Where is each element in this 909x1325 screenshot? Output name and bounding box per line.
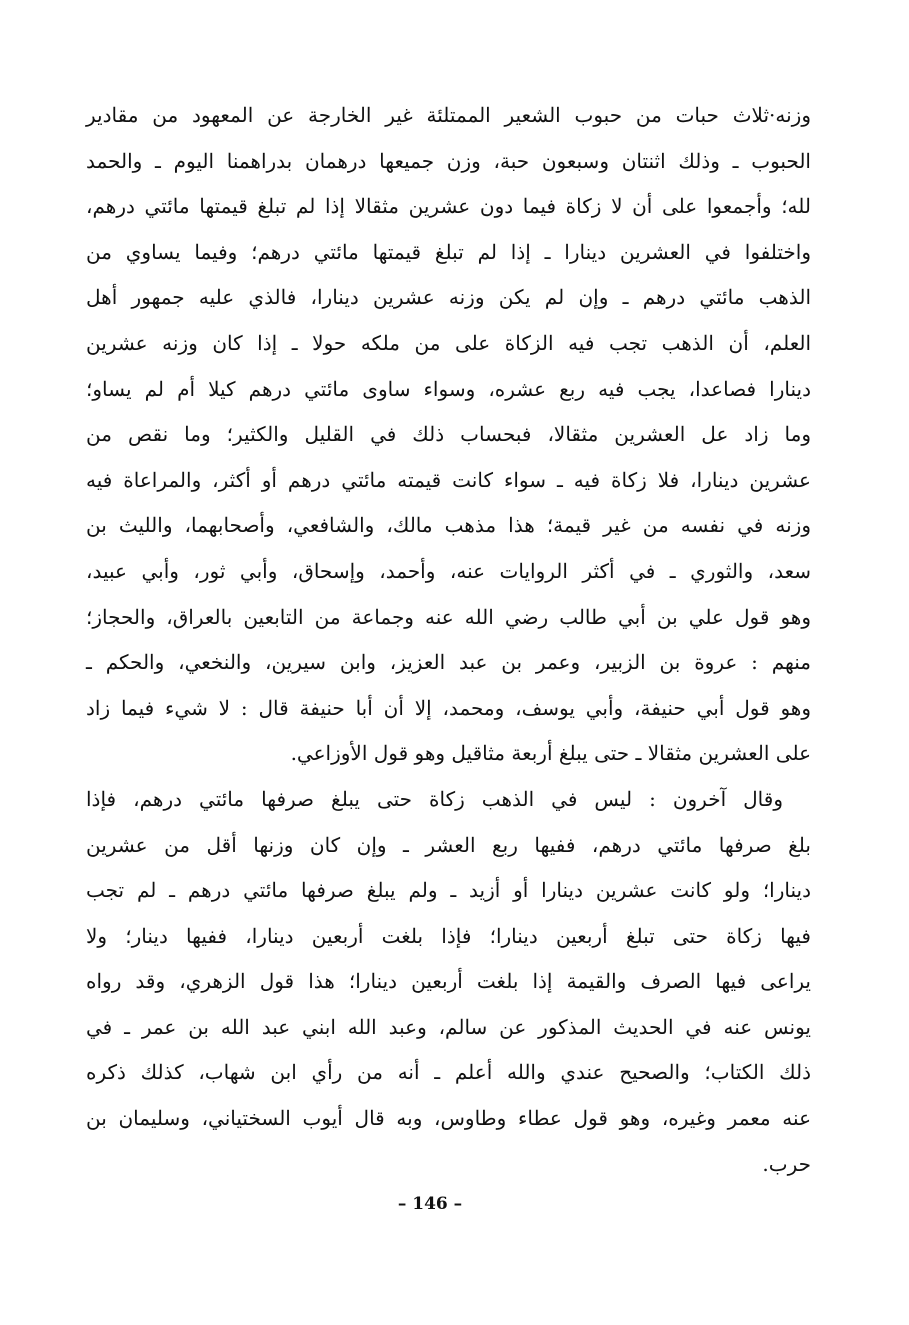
text-line: وقال آخرون : ليس في الذهب زكاة حتى يبلغ صرفها مائتي درهم، فإذا — [86, 786, 783, 811]
body-text — [86, 93, 811, 1187]
text-line: منهم : عروة بن الزبير، وعمر بن عبد العزيز، وابن سيرين، والنخعي، والحكم ـ — [86, 650, 811, 675]
text-line: يراعى فيها الصرف والقيمة إذا بلغت أربعين دينارا؛ هذا قول الزهري، وقد رواه — [86, 969, 811, 994]
text-line: دينارا فصاعدا، يجب فيه ربع عشره، وسواء ساوى مائتي درهم كيلا أم لم يساو؛ — [86, 376, 811, 401]
text-line: وزنه·ثلاث حبات من حبوب الشعير الممتلئة غير الخارجة عن المعهود من مقادير — [86, 103, 811, 127]
text-line: الذهب مائتي درهم ـ وإن لم يكن وزنه عشرين دينارا، فالذي عليه جمهور أهل — [86, 285, 811, 310]
text-line: على العشرين مثقالا ـ حتى يبلغ أربعة مثاقيل وهو قول الأوزاعي. — [290, 741, 811, 766]
text-line: العلم، أن الذهب تجب فيه الزكاة على من ملكه حولا ـ إذا كان وزنه عشرين — [86, 330, 811, 355]
text-line: سعد، والثوري ـ في أكثر الروايات عنه، وأحمد، وإسحاق، وأبي ثور، وأبي عبيد، — [86, 558, 811, 583]
text-line: لله؛ وأجمعوا على أن لا زكاة فيما دون عشرين مثقالا إذا لم تبلغ قيمتها مائتي درهم، — [86, 194, 811, 219]
text-line: يونس عنه في الحديث المذكور عن سالم، وعبد الله ابني عبد الله بن عمر ـ في — [86, 1014, 811, 1039]
page-number: – 146 – — [397, 1194, 463, 1214]
text-line: دينارا؛ ولو كانت عشرين دينارا أو أزيد ـ ولم يبلغ صرفها مائتي درهم ـ لم تجب — [86, 878, 811, 903]
text-line: ذلك الكتاب؛ والصحيح عندي والله أعلم ـ أنه من رأي ابن شهاب، كذلك ذكره — [86, 1060, 811, 1085]
text-line: بلغ صرفها مائتي درهم، ففيها ربع العشر ـ وإن كان وزنها أقل من عشرين — [86, 832, 811, 857]
text-line: واختلفوا في العشرين دينارا ـ إذا لم تبلغ قيمتها مائتي درهم؛ وفيما يساوي من — [86, 239, 811, 264]
paragraph-1 — [86, 93, 811, 777]
text-line: وما زاد عل العشرين مثقالا، فبحساب ذلك في القليل والكثير؛ وما نقص من — [86, 422, 811, 447]
text-line: حرب. — [762, 1151, 811, 1176]
text-line: وهو قول أبي حنيفة، وأبي يوسف، ومحمد، إلا أن أبا حنيفة قال : لا شيء فيما زاد — [86, 695, 811, 720]
paragraph-2 — [86, 777, 811, 1187]
text-line: وهو قول علي بن أبي طالب رضي الله عنه وجماعة من التابعين بالعراق، والحجاز؛ — [86, 604, 811, 629]
text-line: عنه معمر وغيره، وهو قول عطاء وطاوس، وبه قال أيوب السختياني، وسليمان بن — [86, 1106, 811, 1131]
text-line: الحبوب ـ وذلك اثنتان وسبعون حبة، وزن جميعها درهمان بدراهمنا اليوم ـ والحمد — [86, 148, 811, 173]
text-line: عشرين دينارا، فلا زكاة فيه ـ سواء كانت قيمته مائتي درهم أو أكثر، والمراعاة فيه — [86, 467, 811, 492]
text-line: فيها زكاة حتى تبلغ أربعين دينارا؛ فإذا بلغت أربعين دينارا، ففيها دينار؛ ولا — [86, 923, 811, 948]
text-line: وزنه في نفسه من غير قيمة؛ هذا مذهب مالك، والشافعي، وأصحابهما، والليث بن — [86, 513, 811, 538]
